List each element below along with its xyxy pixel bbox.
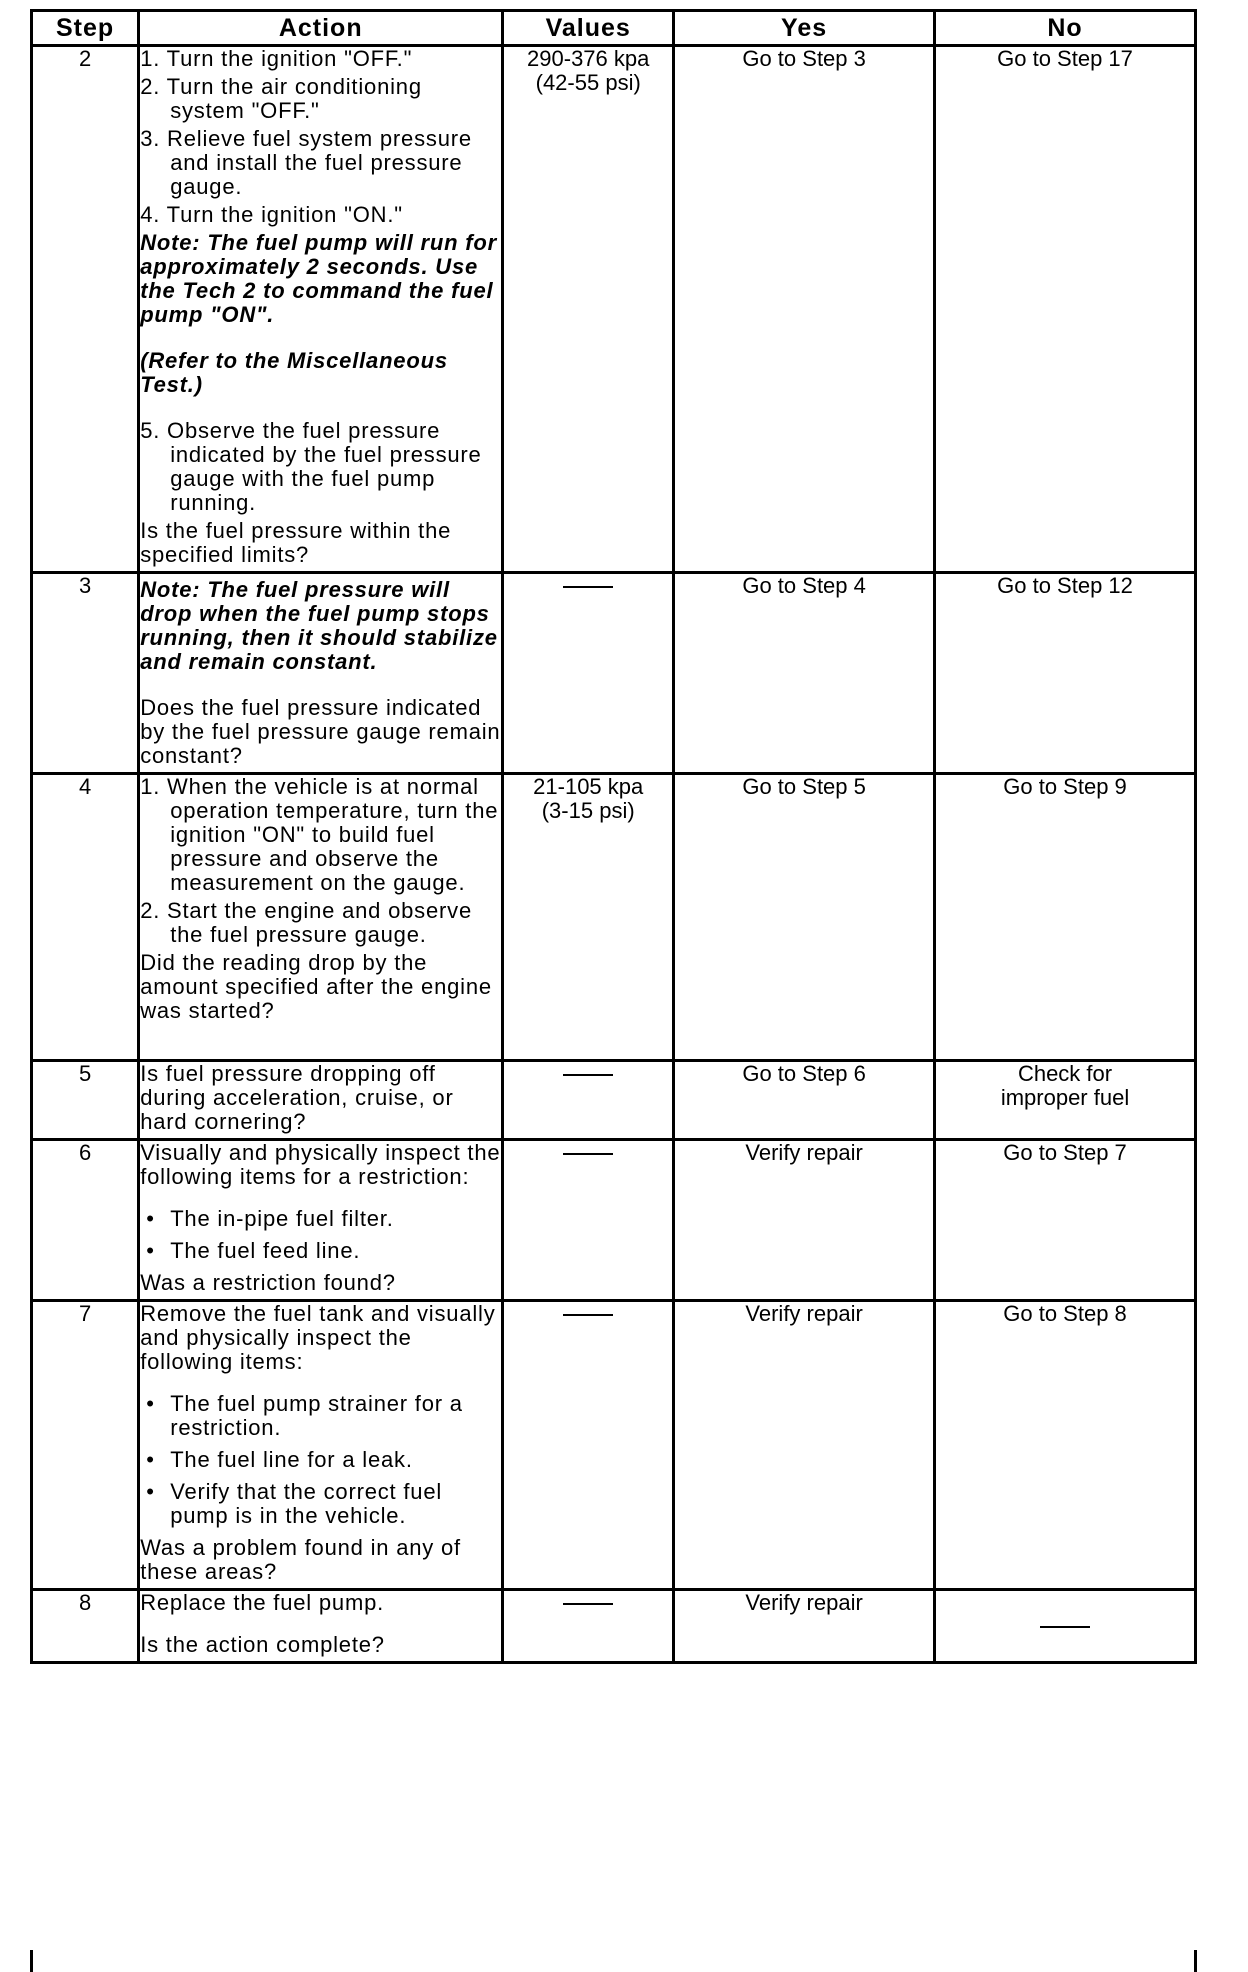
values-cell [503,1140,674,1301]
table-row [32,1140,1196,1301]
bullet-item [140,1207,501,1231]
bullet-text: The fuel pump strainer for a restriction. [170,1391,463,1440]
no-result: Go to Step 9 [1003,774,1127,799]
bullet-item [140,1239,501,1263]
action-text: Remove the fuel tank and visually and physically inspect the following items: [140,1301,496,1374]
bullet-icon: • [146,1206,155,1231]
step-number: 7 [32,1301,139,1590]
step-number: 3 [32,573,139,774]
step-number: 5 [32,1061,139,1140]
action-text: Was a problem found in any of these areas? [140,1535,461,1584]
action-cell [139,1140,503,1301]
table-continuation [30,1950,1197,1972]
table-row [32,1590,1196,1663]
numbered-step: 5. Observe the fuel pressure indicated by the fuel pressure gauge with the fuel pump running. [140,418,482,515]
step-number: 6 [32,1140,139,1301]
no-result: Go to Step 12 [997,573,1133,598]
numbered-step: 4. Turn the ignition "ON." [140,202,403,227]
empty-dash [563,1603,613,1605]
numbered-step: 1. Turn the ignition "OFF." [140,46,413,71]
action-cell [139,573,503,774]
yes-result: Verify repair [745,1301,863,1326]
bullet-text: The fuel feed line. [170,1238,361,1263]
action-text: Does the fuel pressure indicated by the fuel pressure gauge remain constant? [140,695,501,768]
action-cell [139,1061,503,1140]
step-number: 8 [32,1590,139,1663]
empty-dash [563,1074,613,1076]
yes-cell [674,1301,935,1590]
action-text: Is fuel pressure dropping off during acceleration, cruise, or hard cornering? [140,1061,454,1134]
bullet-icon: • [146,1391,155,1416]
yes-cell [674,1140,935,1301]
no-cell [935,774,1196,1061]
no-result: Go to Step 8 [1003,1301,1127,1326]
action-cell [139,774,503,1061]
note-text: Note: The fuel pump will run for approximately 2 seconds. Use the Tech 2 to command the fuel pump "ON". [140,230,497,327]
header-yes: Yes [674,11,935,46]
header-action: Action [139,11,503,46]
yes-cell [674,774,935,1061]
diagnostic-table [30,9,1197,1664]
yes-cell [674,573,935,774]
values-cell [503,46,674,573]
numbered-step: 3. Relieve fuel system pressure and install the fuel pressure gauge. [140,126,472,199]
action-text: Replace the fuel pump. [140,1590,385,1615]
empty-dash [563,1153,613,1155]
no-result: Go to Step 7 [1003,1140,1127,1165]
no-cell [935,1140,1196,1301]
numbered-step: 2. Start the engine and observe the fuel pressure gauge. [140,898,472,947]
action-text: Did the reading drop by the amount specified after the engine was started? [140,950,492,1023]
bullet-text: The in-pipe fuel filter. [170,1206,394,1231]
action-text: Is the fuel pressure within the specified limits? [140,518,452,567]
action-cell [139,46,503,573]
table-row [32,1061,1196,1140]
action-cell [139,1301,503,1590]
action-text: Visually and physically inspect the following items for a restriction: [140,1140,501,1189]
action-cell [139,1590,503,1663]
yes-cell [674,46,935,573]
no-cell [935,1061,1196,1140]
header-values: Values [503,11,674,46]
empty-dash [563,586,613,588]
bullet-icon: • [146,1479,155,1504]
header-no: No [935,11,1196,46]
no-cell [935,1590,1196,1663]
note-text: (Refer to the Miscellaneous Test.) [140,348,448,397]
action-text: Is the action complete? [140,1632,385,1657]
bullet-item [140,1448,501,1472]
numbered-step: 2. Turn the air conditioning system "OFF." [140,74,422,123]
yes-result: Go to Step 5 [742,774,866,799]
yes-result: Go to Step 3 [742,46,866,71]
values-cell [503,774,674,1061]
value-text: 21-105 kpa (3-15 psi) [533,774,644,823]
action-text: Was a restriction found? [140,1270,396,1295]
table-body [32,46,1196,1663]
bullet-text: The fuel line for a leak. [170,1447,413,1472]
step-number: 2 [32,46,139,573]
values-cell [503,1061,674,1140]
no-result: Go to Step 17 [997,46,1133,71]
no-cell [935,1301,1196,1590]
bullet-icon: • [146,1447,155,1472]
values-cell [503,1301,674,1590]
header-row [32,11,1196,46]
yes-cell [674,1590,935,1663]
value-text: 290-376 kpa (42-55 psi) [527,46,650,95]
table-row [32,1301,1196,1590]
values-cell [503,573,674,774]
no-result: Check for improper fuel [1000,1061,1130,1110]
bullet-text: Verify that the correct fuel pump is in the vehicle. [170,1479,443,1528]
table-row [32,573,1196,774]
yes-cell [674,1061,935,1140]
no-cell [935,46,1196,573]
bullet-item [140,1480,501,1528]
no-cell [935,573,1196,774]
table-row [32,774,1196,1061]
values-cell [503,1590,674,1663]
empty-dash [563,1314,613,1316]
table-row [32,46,1196,573]
empty-dash [1040,1626,1090,1628]
yes-result: Go to Step 4 [742,573,866,598]
bullet-icon: • [146,1238,155,1263]
numbered-step: 1. When the vehicle is at normal operation temperature, turn the ignition "ON" to build fuel pressure and observe the measurement on the gauge. [140,774,499,895]
yes-result: Verify repair [745,1590,863,1615]
header-step: Step [32,11,139,46]
step-number: 4 [32,774,139,1061]
note-text: Note: The fuel pressure will drop when the fuel pump stops running, then it should stabilize and remain constant. [140,577,498,674]
yes-result: Verify repair [745,1140,863,1165]
yes-result: Go to Step 6 [742,1061,866,1086]
bullet-item [140,1392,501,1440]
